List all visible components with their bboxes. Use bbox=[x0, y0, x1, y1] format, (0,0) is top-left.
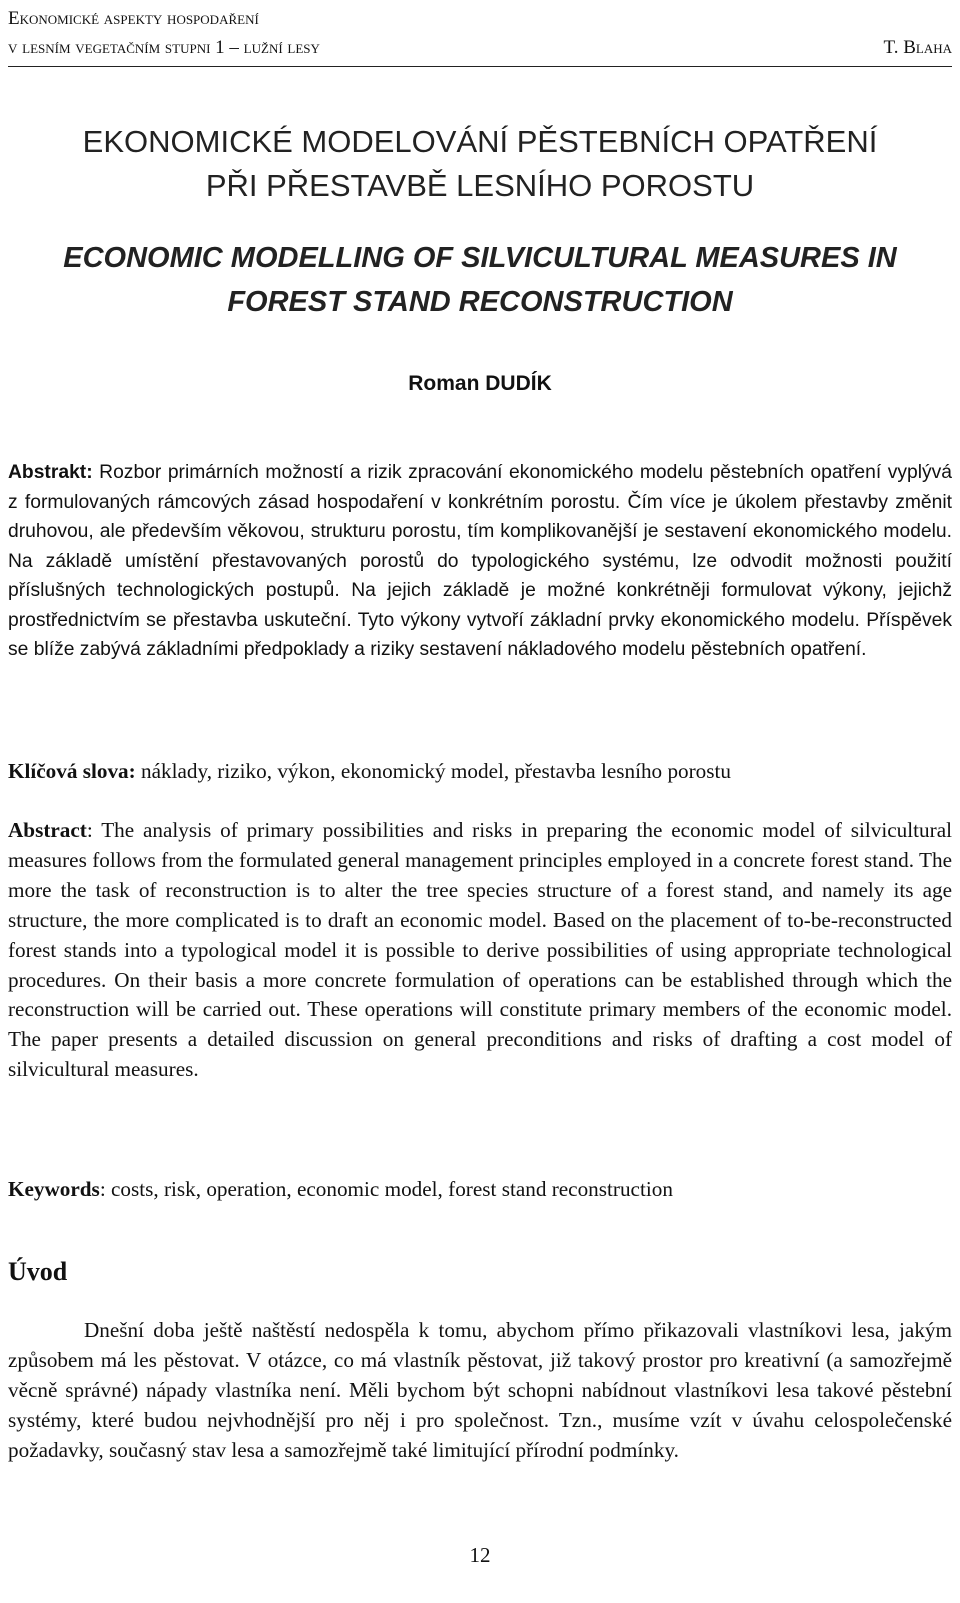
running-header bbox=[8, 2, 952, 67]
abstract-czech-label: Abstrakt: bbox=[8, 462, 93, 483]
running-header-author: T. Blaha bbox=[883, 37, 952, 58]
running-header-left bbox=[8, 4, 320, 62]
paper-title-english: ECONOMIC MODELLING OF SILVICULTURAL MEASURES IN FOREST STAND RECONSTRUCTION bbox=[63, 242, 897, 318]
abstract-english-text: : The analysis of primary possibilities and risks in preparing the economic model of silvicultural measures follows from the formulated general management principles employed in a concrete forest stand. The more the task of reconstruction is to alter the tree species structure of a forest stand, and namely its age structure, the more complicated is to draft an economic model. Based on the placement of to-be-reconstructed forest stands into a typological model it is possible to derive possibilities of using appropriate technological procedures. On their basis a more concrete formulation of operations can be established through which the reconstruction will be carried out. These operations will constitute primary members of the economic model. The paper presents a detailed discussion on general preconditions and risks of drafting a cost model of silvicultural measures. bbox=[8, 818, 952, 1082]
section-heading-intro: Úvod bbox=[8, 1257, 68, 1286]
keywords-english-text: : costs, risk, operation, economic model, forest stand reconstruction bbox=[99, 1177, 673, 1201]
page-number: 12 bbox=[469, 1543, 491, 1567]
running-header-line-2: v lesním vegetačním stupni 1 – lužní lesy bbox=[8, 37, 320, 58]
abstract-czech-text: Rozbor primárních možností a rizik zpracování ekonomického modelu pěstebních opatření vyplývá z formulovaných rámcových zásad hospodaření v konkrétním porostu. Čím více je úkolem přestavby změnit druhovou, ale především věkovou, strukturu porostu, tím komplikovanější je sestavení ekonomického modelu. Na základě umístění přestavovaných porostů do typologického systému, lze odvodit možnosti použití příslušných technologických postupů. Na jejich základě je možné konkrétněji formulovat výkony, jejichž prostřednictvím se přestavba uskuteční. Tyto výkony vytvoří základní prvky ekonomického modelu. Příspěvek se blíže zabývá základními předpoklady a riziky sestavení nákladového modelu pěstebních opatření. bbox=[8, 462, 952, 660]
keywords-czech-label: Klíčová slova: bbox=[8, 759, 136, 783]
abstract-english bbox=[8, 816, 952, 1085]
intro-paragraph: Dnešní doba ještě naštěstí nedospěla k tomu, abychom přímo přikazovali vlastníkovi lesa, jakým způsobem má les pěstovat. V otázce, co má vlastník pěstovat, již takový prostor pro kreativní (a samozřejmě věcně správné) nápady vlastníka není. Měli bychom být schopni nabídnout vlastníkovi lesa takové pěstební systémy, které budou nejvhodnější pro něj i pro společnost. Tzn., musíme vzít v úvahu celospolečenské požadavky, současný stav lesa a samozřejmě také limitující přírodní podmínky. bbox=[8, 1318, 952, 1462]
running-header-line-1: Ekonomické aspekty hospodaření bbox=[8, 8, 259, 29]
keywords-english bbox=[8, 1175, 952, 1205]
keywords-czech-text: náklady, riziko, výkon, ekonomický model, přestavba lesního porostu bbox=[135, 759, 732, 783]
paper-page bbox=[8, 0, 952, 1603]
keywords-czech bbox=[8, 757, 952, 787]
abstract-czech bbox=[8, 458, 952, 665]
keywords-english-label: Keywords bbox=[8, 1177, 100, 1201]
paper-title-czech: EKONOMICKÉ MODELOVÁNÍ PĚSTEBNÍCH OPATŘENÍ PŘI PŘESTAVBĚ LESNÍHO POROSTU bbox=[82, 124, 878, 203]
abstract-english-label: Abstract bbox=[8, 818, 87, 842]
author-name: Roman DUDÍK bbox=[408, 372, 552, 395]
